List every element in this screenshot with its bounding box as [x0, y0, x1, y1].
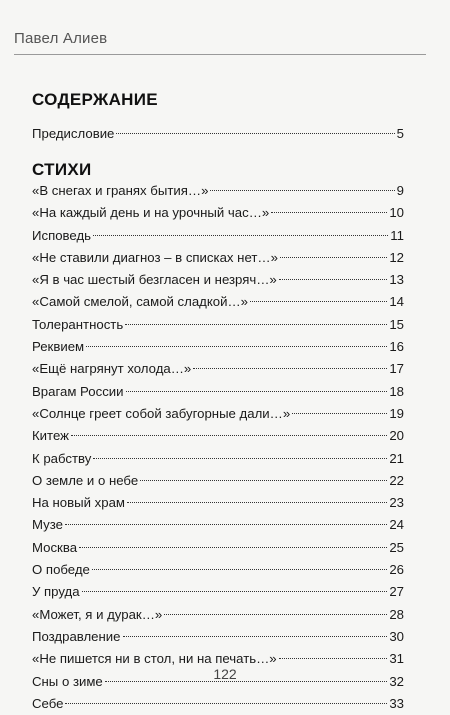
toc-entry-title: Себе	[32, 695, 64, 711]
toc-entry-title: «В снегах и гранях бытия…»	[32, 183, 209, 198]
toc-entry	[32, 314, 404, 336]
toc-entry-page: 24	[389, 517, 404, 533]
toc-leader-dots	[86, 346, 387, 347]
toc-entry-page: 22	[389, 472, 404, 488]
toc-leader-dots	[93, 235, 388, 236]
toc-entry-title: На новый храм	[32, 495, 125, 511]
toc-entry-page: 11	[390, 227, 404, 243]
toc-entry	[32, 537, 404, 559]
toc-entry	[32, 581, 404, 603]
contents-title: СОДЕРЖАНИЕ	[32, 90, 158, 109]
toc-leader-dots	[279, 279, 388, 280]
toc-entry-page: 21	[389, 450, 404, 466]
toc-entry-title: К рабству	[32, 450, 92, 466]
toc-entry-title: Реквием	[32, 339, 85, 355]
poems-section-title: СТИХИ	[32, 160, 92, 179]
toc-entry-title: Врагам России	[32, 383, 124, 399]
toc-leader-dots	[79, 547, 387, 548]
toc-leader-dots	[82, 591, 388, 592]
toc-entry	[32, 247, 404, 269]
toc-entry-title: Предисловие	[32, 126, 115, 141]
toc-leader-dots	[127, 502, 387, 503]
toc-entry-page: 14	[389, 294, 404, 310]
toc-entry	[32, 403, 404, 425]
toc-poems-list	[32, 180, 404, 715]
toc-entry-title: «Может, я и дурак…»	[32, 606, 163, 622]
toc-entry-page: 25	[389, 539, 404, 555]
toc-entry-page: 28	[389, 606, 404, 622]
toc-entry	[32, 358, 404, 380]
toc-entry	[32, 470, 404, 492]
toc-leader-dots	[126, 391, 388, 392]
toc-entry	[32, 626, 404, 648]
toc-entry	[32, 693, 404, 715]
toc-entry-page: 16	[389, 339, 404, 355]
toc-entry-title: Москва	[32, 539, 78, 555]
page-number: 122	[213, 666, 237, 682]
toc-entry	[32, 225, 404, 247]
toc-entry-page: 10	[389, 205, 404, 221]
toc-entry-title: Музе	[32, 517, 63, 533]
toc-entry	[32, 180, 404, 202]
toc-entry-page: 27	[389, 584, 404, 600]
toc-entry-title: Китеж	[32, 428, 69, 444]
toc-entry	[32, 514, 404, 536]
toc-entry	[32, 202, 404, 224]
toc-entry	[32, 448, 404, 470]
toc-entry-page: 9	[396, 183, 404, 198]
toc-preface-list	[32, 123, 404, 145]
toc-entry-title: «Солнце греет собой забугорные дали…»	[32, 405, 291, 421]
toc-entry-page: 32	[389, 673, 404, 689]
toc-entry	[32, 604, 404, 626]
toc-entry-page: 33	[389, 695, 404, 711]
toc-entry-page: 15	[389, 316, 404, 332]
toc-entry	[32, 336, 404, 358]
toc-leader-dots	[71, 435, 387, 436]
toc-entry-page: 17	[389, 361, 404, 377]
toc-leader-dots	[93, 458, 387, 459]
toc-entry	[32, 559, 404, 581]
toc-entry-title: «Не пишется ни в стол, ни на печать…»	[32, 651, 277, 667]
toc-entry-title: «Ещё нагрянут холода…»	[32, 361, 192, 377]
toc-entry-page: 30	[389, 628, 404, 644]
toc-entry	[32, 425, 404, 447]
toc-entry-page: 19	[389, 405, 404, 421]
toc-entry-page: 5	[396, 126, 404, 141]
toc-leader-dots	[65, 524, 387, 525]
toc-entry-page: 18	[389, 383, 404, 399]
toc-entry	[32, 381, 404, 403]
toc-leader-dots	[65, 703, 387, 704]
toc-entry-page: 20	[389, 428, 404, 444]
toc-entry-title: Поздравление	[32, 628, 121, 644]
toc-entry	[32, 291, 404, 313]
toc-leader-dots	[292, 413, 387, 414]
toc-leader-dots	[271, 212, 387, 213]
toc-entry-page: 13	[389, 272, 404, 288]
toc-entry-title: Сны о зиме	[32, 673, 103, 689]
toc-entry-title: Толерантность	[32, 316, 124, 332]
toc-entry-page: 31	[389, 651, 404, 667]
toc-leader-dots	[92, 569, 387, 570]
toc-entry	[32, 492, 404, 514]
toc-entry-title: О победе	[32, 562, 90, 578]
toc-leader-dots	[250, 301, 387, 302]
toc-leader-dots	[193, 368, 387, 369]
toc-leader-dots	[279, 658, 388, 659]
header-rule	[14, 54, 426, 55]
toc-entry	[32, 269, 404, 291]
toc-entry-title: «Я в час шестый безгласен и незряч…»	[32, 272, 277, 288]
toc-leader-dots	[140, 480, 387, 481]
toc-leader-dots	[164, 614, 387, 615]
toc-leader-dots	[123, 636, 388, 637]
toc-entry-page: 23	[389, 495, 404, 511]
toc-leader-dots	[280, 257, 387, 258]
toc-entry-title: Исповедь	[32, 227, 92, 243]
toc-entry-title: О земле и о небе	[32, 472, 139, 488]
toc-entry-page: 12	[389, 249, 404, 265]
toc-entry-title: «Самой смелой, самой сладкой…»	[32, 294, 249, 310]
toc-entry-title: «На каждый день и на урочный час…»	[32, 205, 270, 221]
toc-leader-dots	[125, 324, 387, 325]
toc-entry-page: 26	[389, 562, 404, 578]
running-head-author: Павел Алиев	[14, 30, 108, 47]
toc-leader-dots	[116, 133, 394, 134]
toc-entry	[32, 123, 404, 145]
toc-leader-dots	[210, 190, 394, 191]
toc-entry-title: «Не ставили диагноз – в списках нет…»	[32, 249, 278, 265]
toc-entry-title: У пруда	[32, 584, 80, 600]
